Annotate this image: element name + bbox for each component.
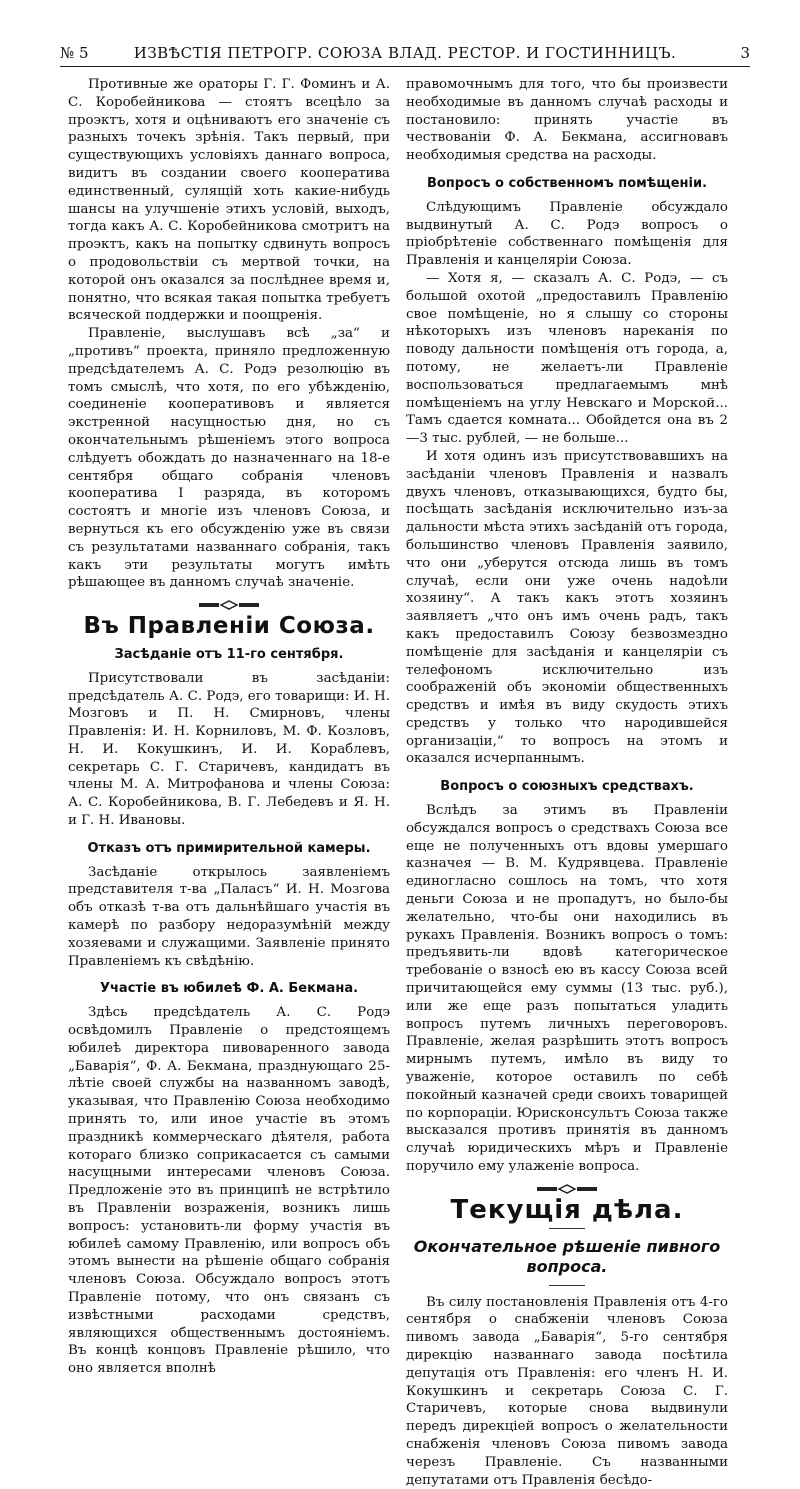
paragraph: Въ силу постановленія Правленія отъ 4-го сентября о снабженіи членовъ Союза пивомъ завода „Баварія“, 5-го сентября дирекцію названнаго завода посѣтила депутація отъ Правленія: его членъ Н. И. Кокушкинъ и секретарь Союза С. Г. Старичевъ, которые снова выдвинули передъ дирекціей вопросъ о желательности снабженія членовъ Союза пивомъ завода черезъ Правленіе. Съ названными депутатами отъ Правленія бесѣдо- [406, 1294, 728, 1488]
running-header [60, 44, 750, 67]
paragraph: Слѣдующимъ Правленіе обсуждало выдвинутый А. С. Родэ вопросъ о пріобрѣтеніе собственнаго помѣщенія для Правленія и канцеляріи Союза. [406, 199, 728, 269]
subsection-heading: Отказъ отъ примирительной камеры. [87, 840, 371, 856]
meeting-heading: Засѣданіе отъ 11-го сентября. [114, 646, 344, 662]
paragraph: И хотя одинъ изъ присутствовавшихъ на засѣданіи членовъ Правленія и назвалъ двухъ членовъ, отказывающихся, будто бы, посѣщать засѣданія исключительно изъ-за дальности мѣста этихъ засѣданій отъ города, большинство членовъ Правленія заявило, что они „уберутся отсюда лишь въ томъ случаѣ, если они уже очень надоѣли хозяину“. А такъ какъ этотъ хозяинъ заявляетъ „что онъ имъ очень радъ, такъ какъ предоставилъ Союзу безвозмездно помѣщеніе для засѣданія и канцеляріи съ телефономъ исключительно изъ соображеній объ экономіи общественныхъ средствъ и имѣя въ виду скудость этихъ средствъ у только что народившейся организаціи,“ то вопросъ на этомъ и оказался исчерпаннымъ. [406, 448, 728, 767]
ornament-divider [537, 1184, 597, 1194]
paragraph: Засѣданіе открылось заявленіемъ представителя т-ва „Паласъ“ И. Н. Мозгова объ отказѣ т-ва отъ дальнѣйшаго участія въ камерѣ по разбору недоразумѣній между хозяевами и служащими. Заявленіе принято Правленіемъ къ свѣдѣнію. [68, 864, 390, 969]
subsection-heading: Участіе въ юбилеѣ Ф. А. Бекмана. [99, 981, 359, 997]
section-heading: Въ Правленіи Союза. [83, 613, 375, 640]
left-column [68, 76, 390, 1378]
journal-title: ИЗВѢСТІЯ ПЕТРОГР. СОЮЗА ВЛАД. РЕСТОР. И ГОСТИННИЦЪ. [133, 44, 677, 62]
divider-rule [549, 1285, 585, 1286]
paragraph: — Хотя я, — сказалъ А. С. Родэ, — съ большой охотой „предоставилъ Правленію свое помѣщеніе, но я слышу со стороны нѣкоторыхъ изъ членовъ нареканія по поводу дальности помѣщенія отъ города, а, потому, не желаетъ-ли Правленіе воспользоваться предлагаемымъ мнѣ помѣщеніемъ на углу Невскаго и Морской... Тамъ сдается комната... Обойдется она въ 2—3 тыс. рублей, — не больше... [406, 270, 728, 447]
divider-rule [549, 1228, 585, 1229]
paragraph: правомочнымъ для того, что бы произвести необходимые въ данномъ случаѣ расходы и постановило: принять участіе въ чествованіи Ф. А. Бекмана, ассигновавъ необходимыя средства на расходы. [406, 77, 728, 164]
right-column [406, 76, 728, 1489]
paragraph: Противные же ораторы Г. Г. Фоминъ и А. С. Коробейникова — стоятъ всецѣло за проэктъ, хотя и оцѣниваютъ его значеніе съ разныхъ точекъ зрѣнія. Такъ первый, при существующихъ условіяхъ даннаго вопроса, видитъ въ создании своего кооператива единственный, сулящій хоть какие-нибудь шансы на улучшеніе этихъ условій, выходъ, тогда какъ А. С. Коробейникова смотритъ на проэктъ, какъ на попытку сдвинуть вопросъ о продовольствіи съ мертвой точки, на которой онъ оказался за послѣднее время и, понятно, что всякая такая попытка требуетъ всяческой поддержки и поощренія. [68, 77, 390, 324]
page-number: 3 [740, 44, 750, 62]
article-heading: Окончательное рѣшеніе пивного вопроса. [413, 1236, 721, 1276]
paragraph: Вслѣдъ за этимъ въ Правленіи обсуждался вопросъ о средствахъ Союза все еще не полученныхъ отъ вдовы умершаго казначея — В. М. Кудрявцева. Правленіе единогласно сошлось на томъ, что хотя деньги Союза и не пропадутъ, но было-бы желательно, что-бы они находились въ рукахъ Правленія. Возникъ вопросъ о томъ: предъявить-ли вдовѣ категорическое требованіе о взносѣ ею въ кассу Союза всей причитающейся ему суммы (13 тыс. руб.), или же еще разъ попытаться уладить вопросъ путемъ личныхъ переговоровъ. Правленіе, желая разрѣшить этотъ вопросъ мирнымъ путемъ, имѣло въ виду то уваженіе, которое оставилъ по себѣ покойный казначей среди своихъ товарищей по корпораціи. Юрисконсультъ Союза также высказался противъ принятія въ данномъ случаѣ юридическихъ мѣръ и Правленіе поручило ему улаженіе вопроса. [406, 803, 728, 1175]
issue-number: № 5 [60, 44, 89, 62]
paragraph: Здѣсь предсѣдатель А. С. Родэ освѣдомилъ Правленіе о предстоящемъ юбилеѣ директора пивоваренного завода „Баварія“, Ф. А. Бекмана, празднующаго 25-лѣтіе своей службы на названномъ заводѣ, указывая, что Правленію Союза необходимо принять то, или иное участіе въ этомъ праздникѣ коммерческаго дѣятеля, работа котораго близко соприкасается съ самыми насущными интересами членовъ Союза. Предложеніе это въ принципѣ не встрѣтило въ Правленіи возраженія, возникъ лишь вопросъ: установить-ли форму участія въ юбилеѣ самому Правленію, или вопросъ объ этомъ вынести на рѣшеніе общаго собранія членовъ Союза. Обсуждало вопросъ этотъ Правленіе потому, что онъ связанъ съ извѣстными расходами средствъ, являющихся общественнымъ достояніемъ. Въ концѣ концовъ Правленіе рѣшило, что оно является вполнѣ [68, 1005, 390, 1377]
ornament-divider [199, 600, 259, 610]
section-heading: Текущія дѣла. [450, 1194, 684, 1225]
subsection-heading: Вопросъ о союзныхъ средствахъ. [440, 779, 694, 795]
subsection-heading: Вопросъ о собственномъ помѣщеніи. [426, 175, 708, 191]
paragraph: Правленіе, выслушавъ всѣ „за“ и „противъ“ проекта, приняло предложенную предсѣдателемъ А. С. Родэ резолюцію въ томъ смыслѣ, что хотя, по его убѣжденію, соединеніе кооперативовъ и является экстренной насущностью дня, но съ окончательнымъ рѣшеніемъ этого вопроса слѣдуетъ обождать до назначеннаго на 18-е сентября общаго собранія членовъ кооператива I разряда, въ которомъ состоятъ и многіе изъ членовъ Союза, и вернуться къ его обсужденію уже въ связи съ результатами названнаго собранія, такъ какъ эти результаты могутъ имѣть рѣшающее въ данномъ случаѣ значеніе. [68, 326, 390, 591]
paragraph: Присутствовали въ засѣданіи: предсѣдатель А. С. Родэ, его товарищи: И. Н. Мозговъ и П. Н. Смирновъ, члены Правленія: И. Н. Корниловъ, М. Ф. Козловъ, Н. И. Кокушкинъ, И. И. Кораблевъ, секретарь С. Г. Старичевъ, кандидатъ въ члены М. А. Митрофанова и члены Союза: А. С. Коробейникова, В. Г. Лебедевъ и Я. Н. и Г. Н. Ивановы. [68, 670, 390, 829]
